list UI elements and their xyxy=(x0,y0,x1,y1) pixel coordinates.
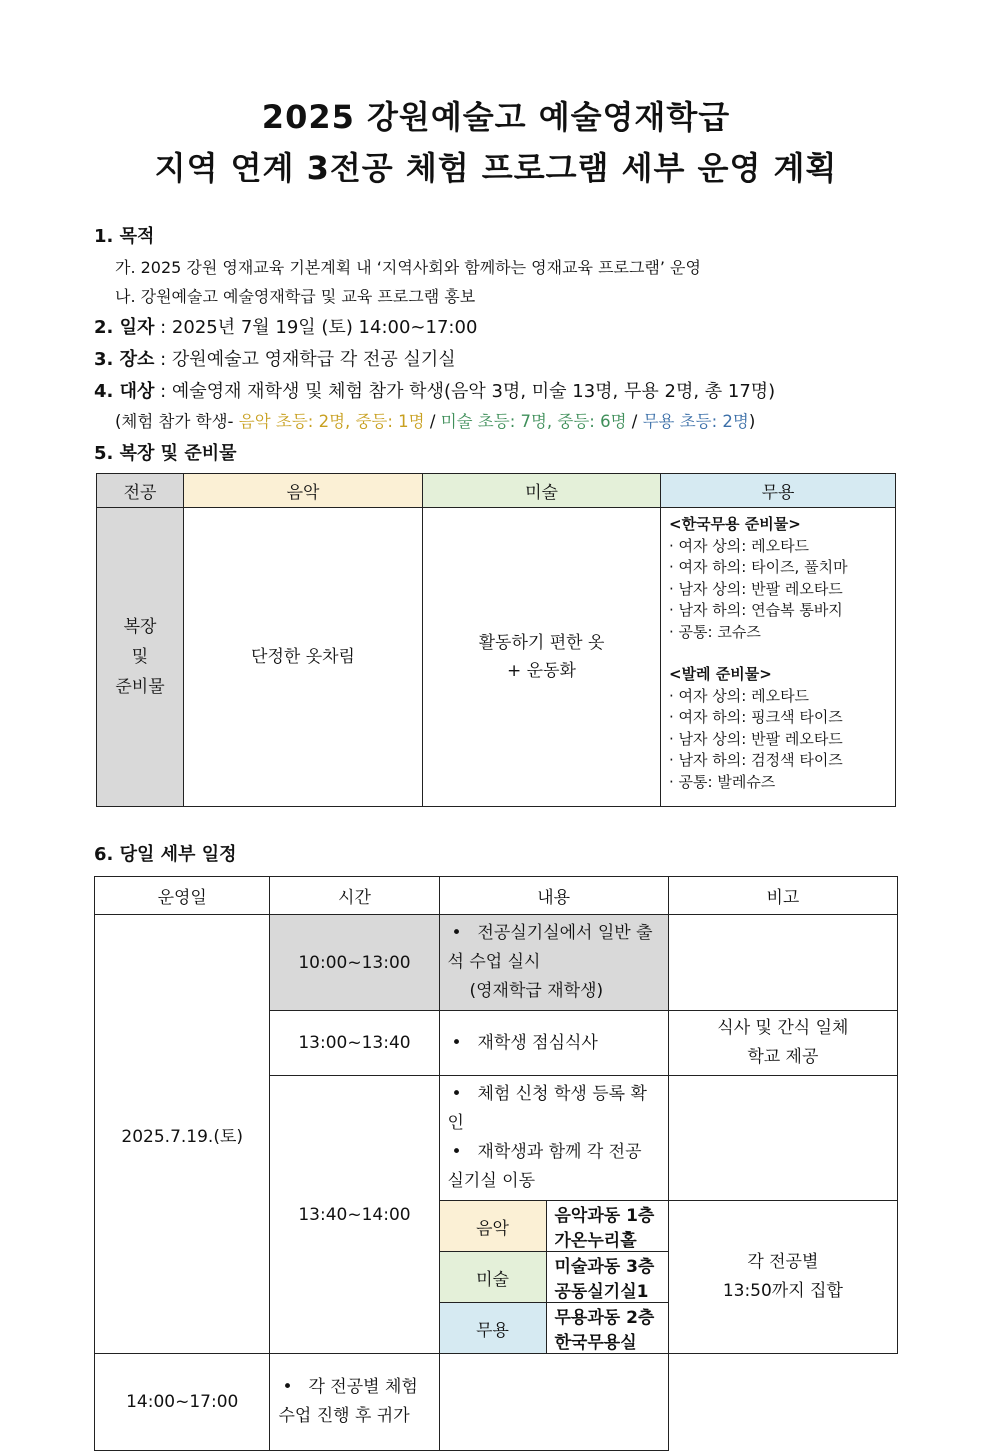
prep-table xyxy=(96,473,896,807)
schedule-note xyxy=(668,1076,897,1201)
schedule-heading: 6. 당일 세부 일정 xyxy=(94,844,237,865)
target-detail-suffix: ) xyxy=(748,412,756,431)
dance-korean-item: · 공통: 코슈즈 xyxy=(669,622,761,641)
prep-music-cell xyxy=(184,508,423,807)
schedule-time: 13:40~14:00 xyxy=(270,1076,439,1354)
schedule-content xyxy=(439,1076,668,1201)
room-row-art xyxy=(439,1252,668,1303)
schedule-header-time: 시간 xyxy=(270,877,439,915)
schedule-content xyxy=(439,915,668,1011)
schedule-content xyxy=(439,1011,668,1076)
dance-ballet-item: · 남자 상의: 반팔 레오타드 xyxy=(669,729,843,748)
place-label: 3. 장소 xyxy=(94,349,155,370)
room-name-dance: 무용과동 2층 한국무용실 xyxy=(554,1308,655,1353)
dance-korean-title: <한국무용 준비물> xyxy=(669,515,801,533)
target-line xyxy=(94,377,775,403)
dance-ballet-item: · 여자 하의: 핑크색 타이즈 xyxy=(669,708,843,726)
prep-art-cell xyxy=(423,508,661,807)
target-art: 미술 초등: 7명, 중등: 6명 xyxy=(440,412,627,431)
schedule-content-line: • 전공실기실에서 일반 출석 수업 실시 xyxy=(448,919,660,977)
schedule-note-line: 학교 제공 xyxy=(747,1047,819,1067)
dance-ballet-item: · 남자 하의: 검정색 타이즈 xyxy=(669,751,843,769)
target-detail xyxy=(115,408,755,432)
room-name-music: 음악과동 1층 가온누리홀 xyxy=(554,1206,655,1251)
schedule-header-content: 내용 xyxy=(439,877,668,915)
schedule-note xyxy=(668,915,897,1011)
schedule-table xyxy=(94,876,898,1451)
schedule-header-date: 운영일 xyxy=(95,877,270,915)
target-detail-prefix: (체험 참가 학생- xyxy=(115,412,239,431)
room-major-art: 미술 xyxy=(440,1252,547,1302)
room-row-music xyxy=(439,1201,668,1252)
schedule-gather-note xyxy=(668,1201,897,1354)
place-value: : 강원예술고 영재학급 각 전공 실기실 xyxy=(154,349,456,370)
prep-header-art: 미술 xyxy=(423,474,661,508)
doc-title-line2: 지역 연계 3전공 체험 프로그램 세부 운영 계획 xyxy=(154,149,838,187)
prep-header-music: 음악 xyxy=(184,474,423,508)
dance-korean-item: · 여자 상의: 레오타드 xyxy=(669,536,810,555)
schedule-note xyxy=(439,1354,668,1451)
schedule-content-line: • 재학생과 함께 각 전공 실기실 이동 xyxy=(448,1138,660,1196)
target-dance: 무용 초등: 2명 xyxy=(642,412,749,431)
schedule-content-line: • 재학생 점심식사 xyxy=(448,1029,660,1058)
schedule-content-line: (영재학급 재학생) xyxy=(469,981,604,1001)
date-line xyxy=(94,313,477,339)
prep-art-line-1: 활동하기 편한 옷 xyxy=(478,633,605,653)
room-row-dance xyxy=(439,1303,668,1354)
schedule-gather-line: 13:50까지 집합 xyxy=(722,1281,843,1301)
prep-row-label xyxy=(97,508,184,807)
schedule-content-line: • 체험 신청 학생 등록 확인 xyxy=(448,1080,660,1138)
prep-header-dance: 무용 xyxy=(661,474,896,508)
schedule-note xyxy=(668,1011,897,1076)
dance-ballet-item: · 여자 상의: 레오타드 xyxy=(669,686,810,705)
target-sep1: / xyxy=(424,412,441,431)
date-label: 2. 일자 xyxy=(94,317,155,338)
schedule-time: 13:00~13:40 xyxy=(270,1011,439,1076)
prep-dance-cell xyxy=(661,508,896,807)
dance-korean-item: · 남자 상의: 반팔 레오타드 xyxy=(669,579,843,598)
prep-header-major: 전공 xyxy=(97,474,184,508)
target-music: 음악 초등: 2명, 중등: 1명 xyxy=(238,412,425,431)
schedule-gather-line: 각 전공별 xyxy=(747,1252,819,1272)
prep-row-label-2: 및 xyxy=(131,647,149,667)
dance-ballet-title: <발레 준비물> xyxy=(669,665,772,683)
date-value: : 2025년 7월 19일 (토) 14:00~17:00 xyxy=(154,317,478,338)
purpose-item-1: 가. 2025 강원 영재교육 기본계획 내 ‘지역사회와 함께하는 영재교육 프로그램’ 운영 xyxy=(115,258,701,277)
dance-korean-item: · 남자 하의: 연습복 통바지 xyxy=(669,601,843,619)
prep-row-label-1: 복장 xyxy=(123,617,157,637)
target-value: : 예술영재 재학생 및 체험 참가 학생(음악 3명, 미술 13명, 무용 2명, 총 17명) xyxy=(154,381,776,402)
room-major-dance: 무용 xyxy=(440,1303,547,1353)
doc-title-line1: 2025 강원예술고 예술영재학급 xyxy=(261,98,731,136)
schedule-time: 14:00~17:00 xyxy=(95,1354,270,1451)
prep-art-line-2: + 운동화 xyxy=(507,661,576,681)
purpose-item-2: 나. 강원예술고 예술영재학급 및 교육 프로그램 홍보 xyxy=(115,287,476,306)
prep-row-label-3: 준비물 xyxy=(115,677,165,697)
room-major-music: 음악 xyxy=(440,1201,547,1251)
schedule-note-line: 식사 및 간식 일체 xyxy=(717,1018,849,1038)
place-line xyxy=(94,345,456,371)
room-name-art: 미술과동 3층 공동실기실1 xyxy=(554,1257,655,1302)
schedule-time: 10:00~13:00 xyxy=(270,915,439,1011)
prep-music-text: 단정한 옷차림 xyxy=(251,647,355,667)
prep-heading: 5. 복장 및 준비물 xyxy=(94,443,237,464)
schedule-header-note: 비고 xyxy=(668,877,897,915)
purpose-heading: 1. 목적 xyxy=(94,226,155,247)
dance-korean-item: · 여자 하의: 타이즈, 풀치마 xyxy=(669,558,848,576)
target-sep2: / xyxy=(626,412,643,431)
schedule-content xyxy=(270,1354,439,1451)
schedule-content-line: • 각 전공별 체험 수업 진행 후 귀가 xyxy=(278,1373,430,1431)
target-label: 4. 대상 xyxy=(94,381,155,402)
dance-ballet-item: · 공통: 발레슈즈 xyxy=(669,772,776,791)
schedule-date: 2025.7.19.(토) xyxy=(95,915,270,1354)
